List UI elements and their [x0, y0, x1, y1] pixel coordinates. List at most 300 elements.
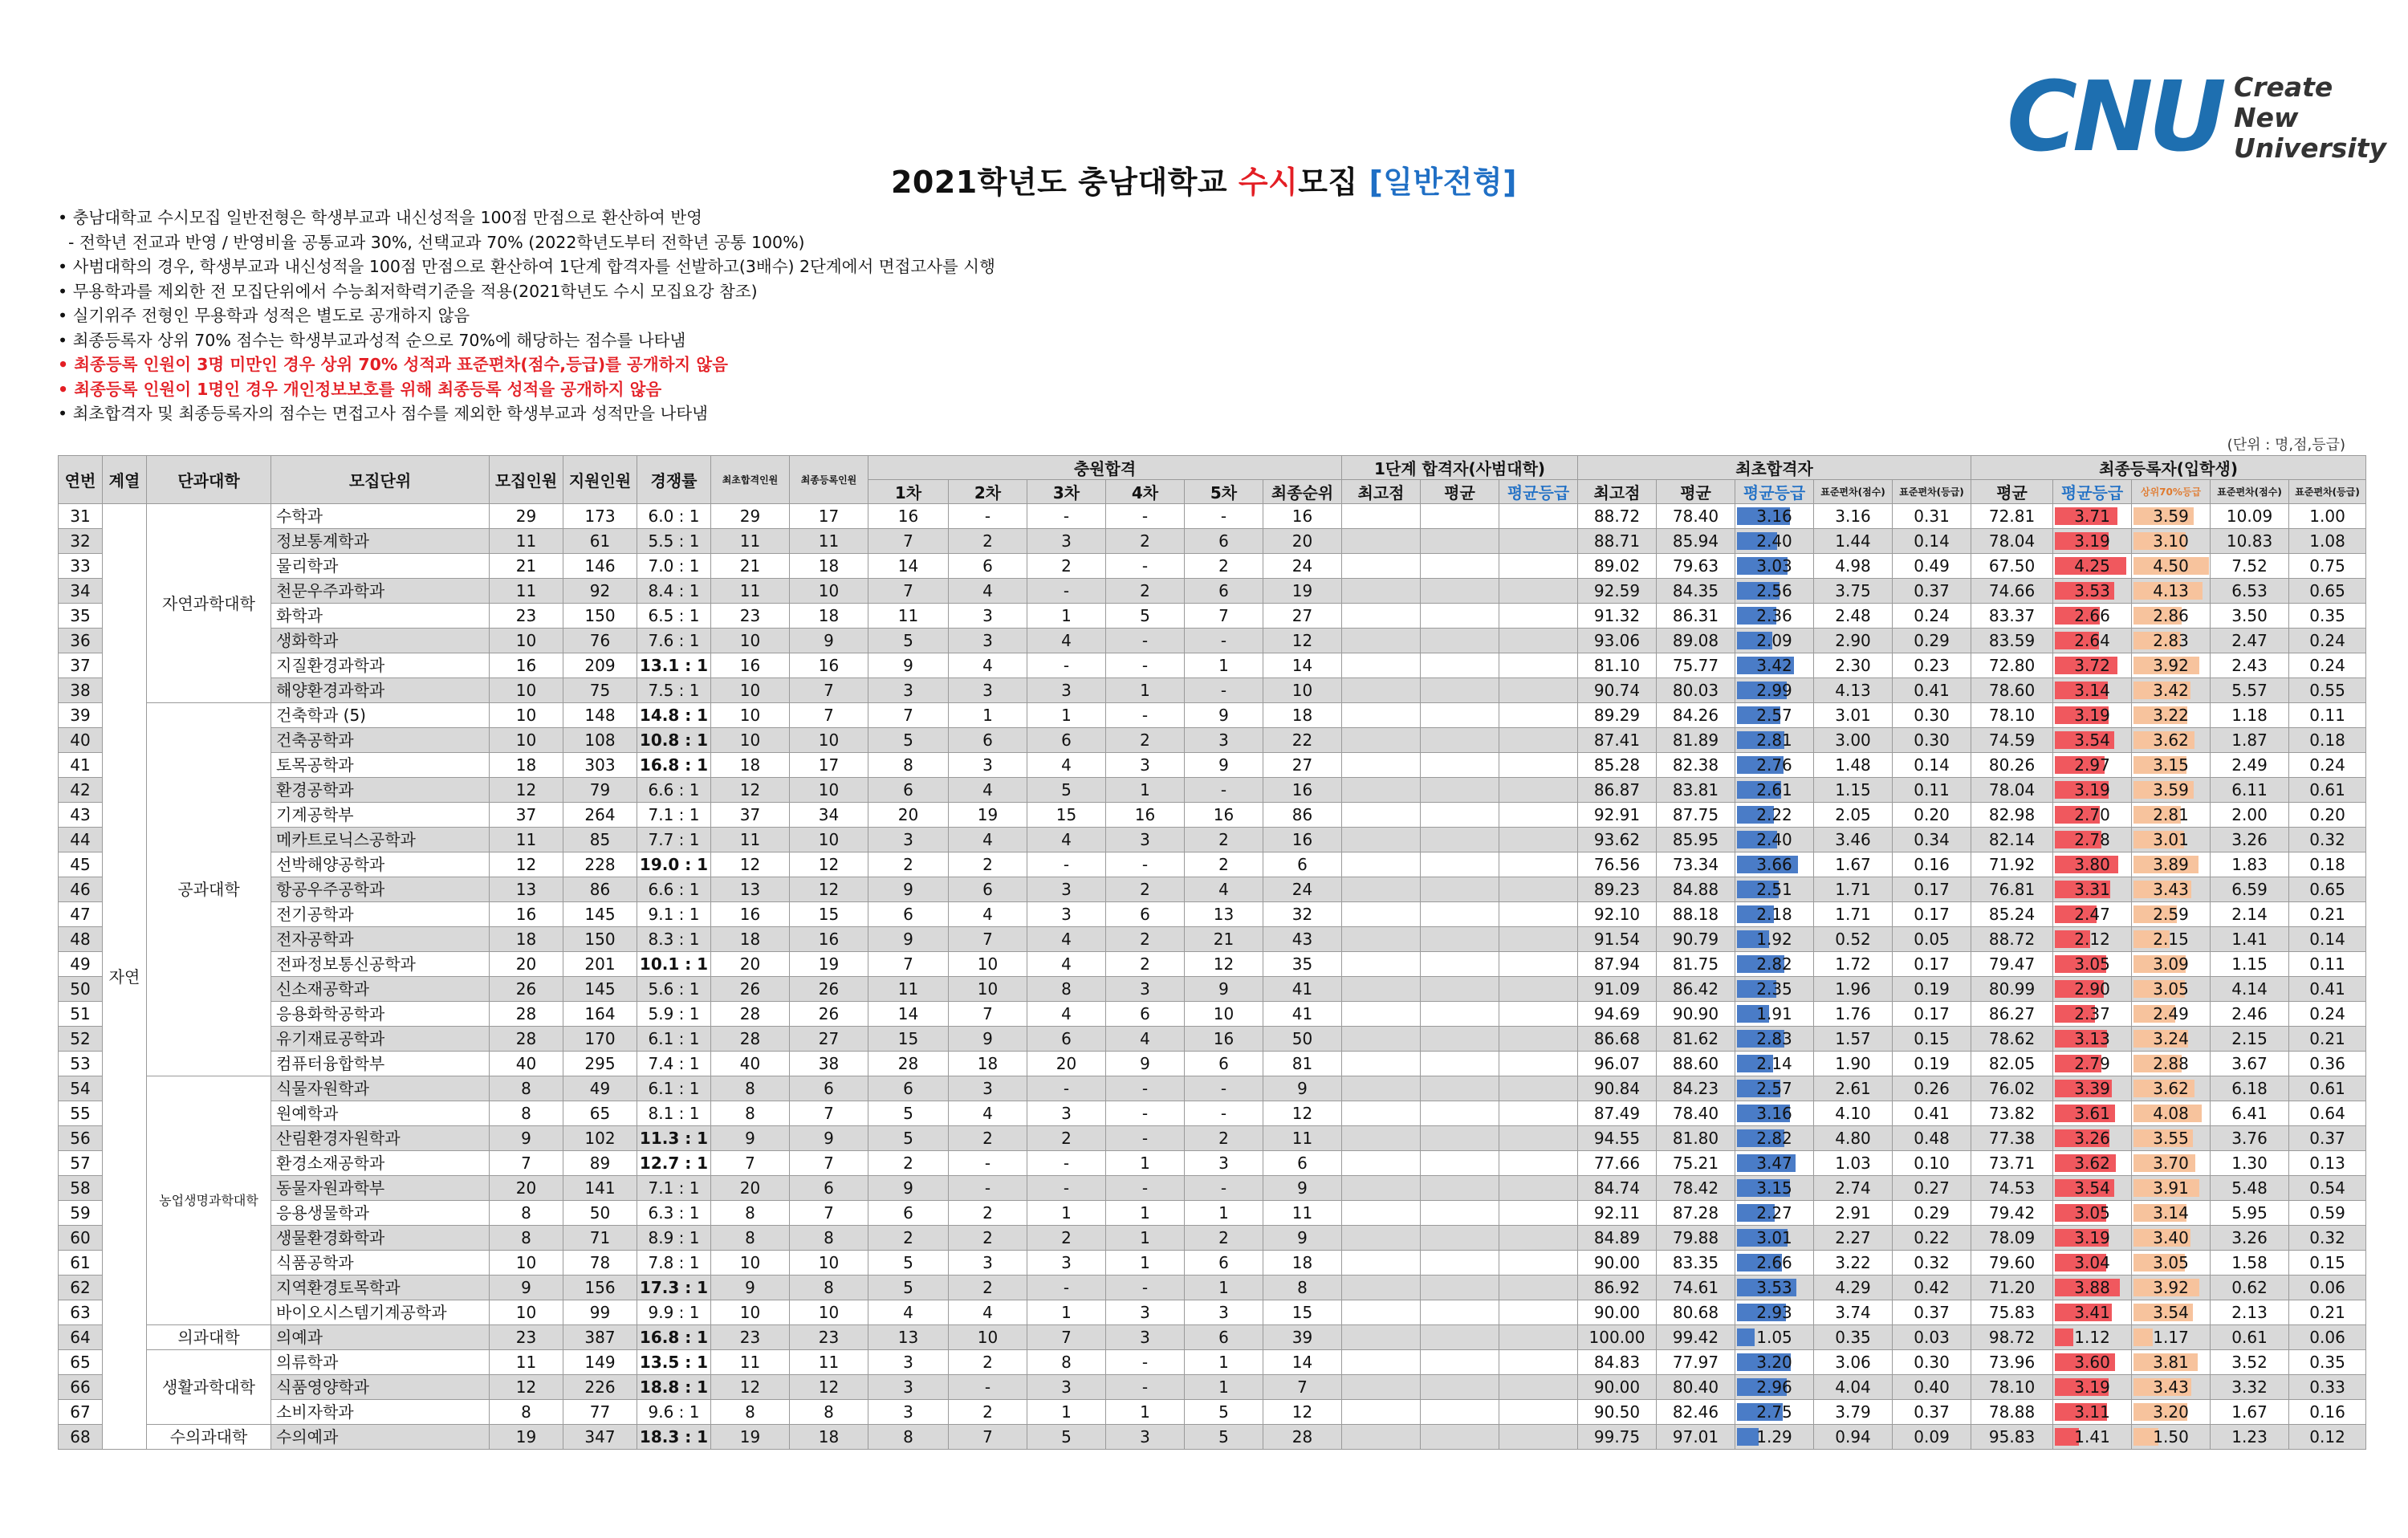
- final-top70: [2132, 778, 2211, 803]
- cnu-logo: [2007, 62, 2387, 173]
- stage1-grade: [1499, 604, 1578, 629]
- quota: 11: [490, 529, 563, 554]
- initial-max: 86.87: [1578, 778, 1657, 803]
- stage1-max: [1342, 678, 1421, 703]
- final-sd-grade: 0.32: [2289, 828, 2366, 852]
- initial-max: 88.71: [1578, 529, 1657, 554]
- final-reg: 10: [790, 1300, 868, 1325]
- final-sd-grade: 0.06: [2289, 1276, 2366, 1300]
- header-final-reg: 최종등록인원: [790, 456, 868, 504]
- extra-c2: 10: [949, 952, 1027, 977]
- extra-c1: 9: [868, 927, 949, 952]
- final-sd-score: 3.26: [2211, 1226, 2289, 1251]
- applicants: 150: [563, 604, 637, 629]
- final-sd-score: 6.59: [2211, 877, 2289, 902]
- initial-avg: 79.63: [1657, 554, 1735, 579]
- header-stage1-grade: 평균등급: [1499, 480, 1578, 504]
- extra-c1: 8: [868, 1425, 949, 1450]
- extra-c4: 2: [1106, 579, 1185, 604]
- unit-name: 지역환경토목학과: [271, 1276, 490, 1300]
- unit-name: 환경소재공학과: [271, 1151, 490, 1176]
- initial-max: 89.29: [1578, 703, 1657, 728]
- extra-c4: 2: [1106, 877, 1185, 902]
- initial-pass: 23: [711, 604, 790, 629]
- stage1-max: [1342, 952, 1421, 977]
- extra-c3: 2: [1027, 554, 1106, 579]
- extra-c5: 16: [1185, 1027, 1263, 1052]
- table-row: [59, 1400, 2366, 1425]
- final-sd-score: 3.76: [2211, 1126, 2289, 1151]
- extra-c4: -: [1106, 504, 1185, 529]
- extra-c1: 7: [868, 579, 949, 604]
- final-grade-value: 3.88: [2074, 1278, 2110, 1297]
- header-unit: 모집단위: [271, 456, 490, 504]
- initial-avg: 75.77: [1657, 653, 1735, 678]
- final-sd-grade: 0.61: [2289, 1076, 2366, 1101]
- initial-pass: 20: [711, 1176, 790, 1201]
- final-reg: 18: [790, 554, 868, 579]
- extra-c3: 4: [1027, 828, 1106, 852]
- applicants: 228: [563, 852, 637, 877]
- unit-name: 토목공학과: [271, 753, 490, 778]
- table-row: [59, 1176, 2366, 1201]
- college-cell: 농업생명과학대학: [147, 1076, 271, 1325]
- final-grade-value: 2.97: [2074, 755, 2110, 775]
- final-grade-value: 2.64: [2074, 631, 2110, 650]
- final-grade-value: 3.13: [2074, 1029, 2110, 1048]
- quota: 23: [490, 1325, 563, 1350]
- final-top70: [2132, 1052, 2211, 1076]
- initial-grade-value: 3.53: [1756, 1278, 1792, 1297]
- quota: 10: [490, 678, 563, 703]
- final-top70: [2132, 1276, 2211, 1300]
- extra-rank: 6: [1263, 852, 1342, 877]
- extra-rank: 81: [1263, 1052, 1342, 1076]
- final-reg: 8: [790, 1276, 868, 1300]
- extra-c3: 15: [1027, 803, 1106, 828]
- initial-max: 81.10: [1578, 653, 1657, 678]
- note-line: • 최종등록자 상위 70% 점수는 학생부교과성적 순으로 70%에 해당하는 점수를 나타냄: [58, 330, 686, 350]
- applicants: 141: [563, 1176, 637, 1201]
- extra-c2: 3: [949, 753, 1027, 778]
- final-reg: 12: [790, 1375, 868, 1400]
- final-avg: 78.10: [1971, 703, 2053, 728]
- extra-c4: -: [1106, 1375, 1185, 1400]
- final-sd-score: 1.67: [2211, 1400, 2289, 1425]
- extra-c4: 6: [1106, 1002, 1185, 1027]
- initial-sd-grade: 0.30: [1893, 703, 1971, 728]
- stage1-max: [1342, 529, 1421, 554]
- initial-avg: 84.23: [1657, 1076, 1735, 1101]
- initial-max: 86.92: [1578, 1276, 1657, 1300]
- extra-rank: 14: [1263, 1350, 1342, 1375]
- initial-max: 92.11: [1578, 1201, 1657, 1226]
- extra-c5: -: [1185, 504, 1263, 529]
- table-row: [59, 629, 2366, 653]
- quota: 11: [490, 1350, 563, 1375]
- stage1-grade: [1499, 653, 1578, 678]
- unit-name: 식물자원학과: [271, 1076, 490, 1101]
- final-avg: 83.59: [1971, 629, 2053, 653]
- extra-rank: 41: [1263, 1002, 1342, 1027]
- extra-rank: 12: [1263, 1101, 1342, 1126]
- initial-sd-score: 2.74: [1814, 1176, 1893, 1201]
- stage1-max: [1342, 1201, 1421, 1226]
- final-sd-grade: 0.65: [2289, 579, 2366, 604]
- initial-avg: 87.28: [1657, 1201, 1735, 1226]
- table-row: [59, 1052, 2366, 1076]
- final-grade: [2053, 1226, 2132, 1251]
- initial-pass: 10: [711, 678, 790, 703]
- extra-c1: 3: [868, 1350, 949, 1375]
- extra-c1: 11: [868, 977, 949, 1002]
- applicants: 170: [563, 1027, 637, 1052]
- final-top70-value: 3.10: [2153, 531, 2189, 551]
- extra-c2: 10: [949, 977, 1027, 1002]
- quota: 26: [490, 977, 563, 1002]
- final-top70: [2132, 678, 2211, 703]
- final-grade-value: 2.66: [2074, 606, 2110, 625]
- initial-grade: [1735, 1002, 1814, 1027]
- row-no: 66: [59, 1375, 103, 1400]
- stage1-avg: [1421, 1300, 1499, 1325]
- final-reg: 27: [790, 1027, 868, 1052]
- final-sd-score: 3.32: [2211, 1375, 2289, 1400]
- final-avg: 71.92: [1971, 852, 2053, 877]
- extra-c2: 6: [949, 877, 1027, 902]
- final-sd-score: 3.67: [2211, 1052, 2289, 1076]
- initial-grade-value: 1.92: [1756, 930, 1792, 949]
- unit-name: 신소재공학과: [271, 977, 490, 1002]
- extra-c3: 6: [1027, 1027, 1106, 1052]
- stage1-max: [1342, 604, 1421, 629]
- initial-sd-score: 3.22: [1814, 1251, 1893, 1276]
- stage1-avg: [1421, 1101, 1499, 1126]
- extra-c1: 5: [868, 1101, 949, 1126]
- extra-c3: 4: [1027, 927, 1106, 952]
- extra-c5: 6: [1185, 1325, 1263, 1350]
- extra-c5: 1: [1185, 1350, 1263, 1375]
- unit-name: 천문우주과학과: [271, 579, 490, 604]
- quota: 23: [490, 604, 563, 629]
- note-line: • 사범대학의 경우, 학생부교과 내신성적을 100점 만점으로 환산하여 1단계 합격자를 선발하고(3배수) 2단계에서 면접고사를 시행: [58, 257, 995, 276]
- quota: 28: [490, 1002, 563, 1027]
- extra-c3: -: [1027, 504, 1106, 529]
- table-row: [59, 952, 2366, 977]
- final-top70: [2132, 1076, 2211, 1101]
- initial-max: 92.91: [1578, 803, 1657, 828]
- extra-c1: 3: [868, 678, 949, 703]
- table-row: [59, 653, 2366, 678]
- final-reg: 16: [790, 653, 868, 678]
- extra-c1: 7: [868, 703, 949, 728]
- final-grade-value: 3.26: [2074, 1129, 2110, 1148]
- extra-c1: 15: [868, 1027, 949, 1052]
- stage1-avg: [1421, 753, 1499, 778]
- row-no: 64: [59, 1325, 103, 1350]
- final-top70-value: 2.86: [2153, 606, 2189, 625]
- extra-c2: -: [949, 1375, 1027, 1400]
- quota: 20: [490, 1176, 563, 1201]
- row-no: 41: [59, 753, 103, 778]
- stage1-grade: [1499, 728, 1578, 753]
- final-sd-score: 1.30: [2211, 1151, 2289, 1176]
- initial-pass: 12: [711, 1375, 790, 1400]
- final-reg: 9: [790, 1126, 868, 1151]
- final-sd-grade: 0.12: [2289, 1425, 2366, 1450]
- final-grade-value: 3.71: [2074, 507, 2110, 526]
- initial-avg: 78.40: [1657, 1101, 1735, 1126]
- final-top70-value: 3.24: [2153, 1029, 2189, 1048]
- extra-c3: 1: [1027, 1400, 1106, 1425]
- stage1-max: [1342, 1027, 1421, 1052]
- final-top70-value: 3.01: [2153, 830, 2189, 849]
- initial-pass: 9: [711, 1126, 790, 1151]
- extra-rank: 39: [1263, 1325, 1342, 1350]
- rate: 9.1 : 1: [637, 902, 711, 927]
- final-sd-score: 5.48: [2211, 1176, 2289, 1201]
- rate: 11.3 : 1: [637, 1126, 711, 1151]
- final-reg: 7: [790, 678, 868, 703]
- stage1-grade: [1499, 1002, 1578, 1027]
- stage1-avg: [1421, 1325, 1499, 1350]
- extra-c1: 9: [868, 653, 949, 678]
- stage1-max: [1342, 728, 1421, 753]
- row-no: 40: [59, 728, 103, 753]
- extra-c4: 1: [1106, 1226, 1185, 1251]
- initial-grade-value: 2.75: [1756, 1402, 1792, 1422]
- final-grade-value: 4.25: [2074, 556, 2110, 576]
- final-sd-score: 0.61: [2211, 1325, 2289, 1350]
- row-no: 38: [59, 678, 103, 703]
- extra-c5: 3: [1185, 728, 1263, 753]
- rate: 10.8 : 1: [637, 728, 711, 753]
- initial-grade-value: 1.05: [1756, 1328, 1792, 1347]
- extra-c5: 6: [1185, 1052, 1263, 1076]
- unit-label: (단위 : 명,점,등급): [2227, 437, 2345, 454]
- extra-rank: 24: [1263, 877, 1342, 902]
- initial-grade: [1735, 877, 1814, 902]
- final-top70-value: 3.55: [2153, 1129, 2189, 1148]
- table-row: [59, 579, 2366, 604]
- initial-grade-value: 3.15: [1756, 1178, 1792, 1198]
- final-avg: 80.99: [1971, 977, 2053, 1002]
- final-grade: [2053, 678, 2132, 703]
- final-avg: 86.27: [1971, 1002, 2053, 1027]
- initial-grade-value: 2.82: [1756, 1129, 1792, 1148]
- final-top70: [2132, 852, 2211, 877]
- initial-sd-score: 1.48: [1814, 753, 1893, 778]
- final-grade: [2053, 529, 2132, 554]
- rate: 9.6 : 1: [637, 1400, 711, 1425]
- stage1-max: [1342, 852, 1421, 877]
- initial-avg: 80.68: [1657, 1300, 1735, 1325]
- final-grade-value: 3.54: [2074, 730, 2110, 750]
- row-no: 31: [59, 504, 103, 529]
- final-reg: 23: [790, 1325, 868, 1350]
- initial-grade: [1735, 604, 1814, 629]
- stage1-max: [1342, 877, 1421, 902]
- extra-c3: 2: [1027, 1226, 1106, 1251]
- rate: 8.9 : 1: [637, 1226, 711, 1251]
- final-top70-value: 1.50: [2153, 1427, 2189, 1446]
- row-no: 59: [59, 1201, 103, 1226]
- initial-max: 87.94: [1578, 952, 1657, 977]
- initial-grade-value: 3.20: [1756, 1353, 1792, 1372]
- extra-rank: 7: [1263, 1375, 1342, 1400]
- final-sd-grade: 0.16: [2289, 1400, 2366, 1425]
- final-reg: 19: [790, 952, 868, 977]
- initial-grade-value: 3.01: [1756, 1228, 1792, 1247]
- initial-sd-score: 4.10: [1814, 1101, 1893, 1126]
- extra-c4: 1: [1106, 678, 1185, 703]
- initial-grade-value: 2.57: [1756, 706, 1792, 725]
- final-top70: [2132, 927, 2211, 952]
- initial-grade: [1735, 1201, 1814, 1226]
- extra-c1: 3: [868, 1375, 949, 1400]
- initial-sd-score: 1.90: [1814, 1052, 1893, 1076]
- extra-c2: 2: [949, 1276, 1027, 1300]
- final-top70-value: 3.43: [2153, 1377, 2189, 1397]
- extra-c2: 2: [949, 1201, 1027, 1226]
- header-rate: 경쟁률: [637, 456, 711, 504]
- note-line: • 최초합격자 및 최종등록자의 점수는 면접고사 점수를 제외한 학생부교과 성적만을 나타냄: [58, 404, 708, 423]
- extra-c5: 5: [1185, 1425, 1263, 1450]
- stage1-grade: [1499, 1126, 1578, 1151]
- college-cell: 의과대학: [147, 1325, 271, 1350]
- initial-grade: [1735, 579, 1814, 604]
- initial-pass: 28: [711, 1027, 790, 1052]
- applicants: 79: [563, 778, 637, 803]
- final-top70: [2132, 1101, 2211, 1126]
- extra-c2: 7: [949, 1425, 1027, 1450]
- stage1-grade: [1499, 1375, 1578, 1400]
- final-grade-value: 2.47: [2074, 905, 2110, 924]
- initial-avg: 99.42: [1657, 1325, 1735, 1350]
- final-top70: [2132, 877, 2211, 902]
- initial-grade-value: 2.76: [1756, 755, 1792, 775]
- initial-avg: 90.90: [1657, 1002, 1735, 1027]
- extra-c1: 5: [868, 1126, 949, 1151]
- final-reg: 18: [790, 604, 868, 629]
- stage1-avg: [1421, 1251, 1499, 1276]
- final-top70-value: 3.81: [2153, 1353, 2189, 1372]
- initial-sd-score: 3.16: [1814, 504, 1893, 529]
- header-extra-3: 3차: [1027, 480, 1106, 504]
- stage1-max: [1342, 1400, 1421, 1425]
- initial-grade: [1735, 753, 1814, 778]
- final-sd-grade: 1.00: [2289, 504, 2366, 529]
- quota: 28: [490, 1027, 563, 1052]
- initial-sd-score: 3.00: [1814, 728, 1893, 753]
- table-row: [59, 1226, 2366, 1251]
- extra-rank: 8: [1263, 1276, 1342, 1300]
- initial-max: 87.41: [1578, 728, 1657, 753]
- initial-sd-grade: 0.15: [1893, 1027, 1971, 1052]
- extra-c4: 2: [1106, 927, 1185, 952]
- final-grade: [2053, 1400, 2132, 1425]
- note-line: • 최종등록 인원이 1명인 경우 개인정보보호를 위해 최종등록 성적을 공개하지 않음: [58, 379, 662, 399]
- extra-c4: 3: [1106, 1300, 1185, 1325]
- unit-name: 응용생물학과: [271, 1201, 490, 1226]
- final-reg: 10: [790, 828, 868, 852]
- extra-c4: -: [1106, 703, 1185, 728]
- final-grade: [2053, 902, 2132, 927]
- stage1-grade: [1499, 1101, 1578, 1126]
- extra-rank: 16: [1263, 778, 1342, 803]
- stage1-max: [1342, 1375, 1421, 1400]
- initial-max: 90.50: [1578, 1400, 1657, 1425]
- extra-c4: 1: [1106, 1201, 1185, 1226]
- initial-avg: 81.62: [1657, 1027, 1735, 1052]
- initial-grade: [1735, 977, 1814, 1002]
- final-grade-value: 3.54: [2074, 1178, 2110, 1198]
- extra-c3: 1: [1027, 703, 1106, 728]
- initial-grade-value: 2.40: [1756, 531, 1792, 551]
- final-top70-value: 2.81: [2153, 805, 2189, 824]
- initial-pass: 10: [711, 1300, 790, 1325]
- extra-c1: 6: [868, 1076, 949, 1101]
- final-sd-grade: 0.35: [2289, 1350, 2366, 1375]
- extra-c3: -: [1027, 1276, 1106, 1300]
- initial-max: 89.23: [1578, 877, 1657, 902]
- initial-max: 99.75: [1578, 1425, 1657, 1450]
- initial-avg: 82.46: [1657, 1400, 1735, 1425]
- row-no: 43: [59, 803, 103, 828]
- final-grade-value: 3.05: [2074, 1203, 2110, 1223]
- rate: 7.8 : 1: [637, 1251, 711, 1276]
- applicants: 387: [563, 1325, 637, 1350]
- initial-grade-value: 3.47: [1756, 1154, 1792, 1173]
- extra-rank: 86: [1263, 803, 1342, 828]
- final-sd-grade: 0.59: [2289, 1201, 2366, 1226]
- quota: 12: [490, 852, 563, 877]
- extra-rank: 10: [1263, 678, 1342, 703]
- initial-sd-grade: 0.30: [1893, 728, 1971, 753]
- extra-c1: 4: [868, 1300, 949, 1325]
- final-grade: [2053, 852, 2132, 877]
- initial-grade: [1735, 1176, 1814, 1201]
- final-sd-score: 10.83: [2211, 529, 2289, 554]
- initial-max: 94.69: [1578, 1002, 1657, 1027]
- initial-avg: 73.34: [1657, 852, 1735, 877]
- applicants: 145: [563, 902, 637, 927]
- college-cell: 공과대학: [147, 703, 271, 1076]
- final-top70: [2132, 629, 2211, 653]
- final-sd-score: 2.47: [2211, 629, 2289, 653]
- stage1-grade: [1499, 703, 1578, 728]
- final-avg: 71.20: [1971, 1276, 2053, 1300]
- table-row: [59, 852, 2366, 877]
- extra-c1: 5: [868, 1276, 949, 1300]
- rate: 6.6 : 1: [637, 778, 711, 803]
- extra-c5: 3: [1185, 1151, 1263, 1176]
- initial-grade-value: 2.66: [1756, 1253, 1792, 1272]
- final-sd-grade: 0.06: [2289, 1325, 2366, 1350]
- extra-c5: -: [1185, 1101, 1263, 1126]
- final-grade-value: 3.31: [2074, 880, 2110, 899]
- extra-rank: 22: [1263, 728, 1342, 753]
- table-row: [59, 1325, 2366, 1350]
- extra-c1: 14: [868, 1002, 949, 1027]
- extra-c5: 2: [1185, 1226, 1263, 1251]
- final-top70: [2132, 653, 2211, 678]
- stage1-avg: [1421, 877, 1499, 902]
- initial-max: 100.00: [1578, 1325, 1657, 1350]
- final-top70: [2132, 1350, 2211, 1375]
- initial-sd-score: 4.04: [1814, 1375, 1893, 1400]
- extra-c3: 5: [1027, 1425, 1106, 1450]
